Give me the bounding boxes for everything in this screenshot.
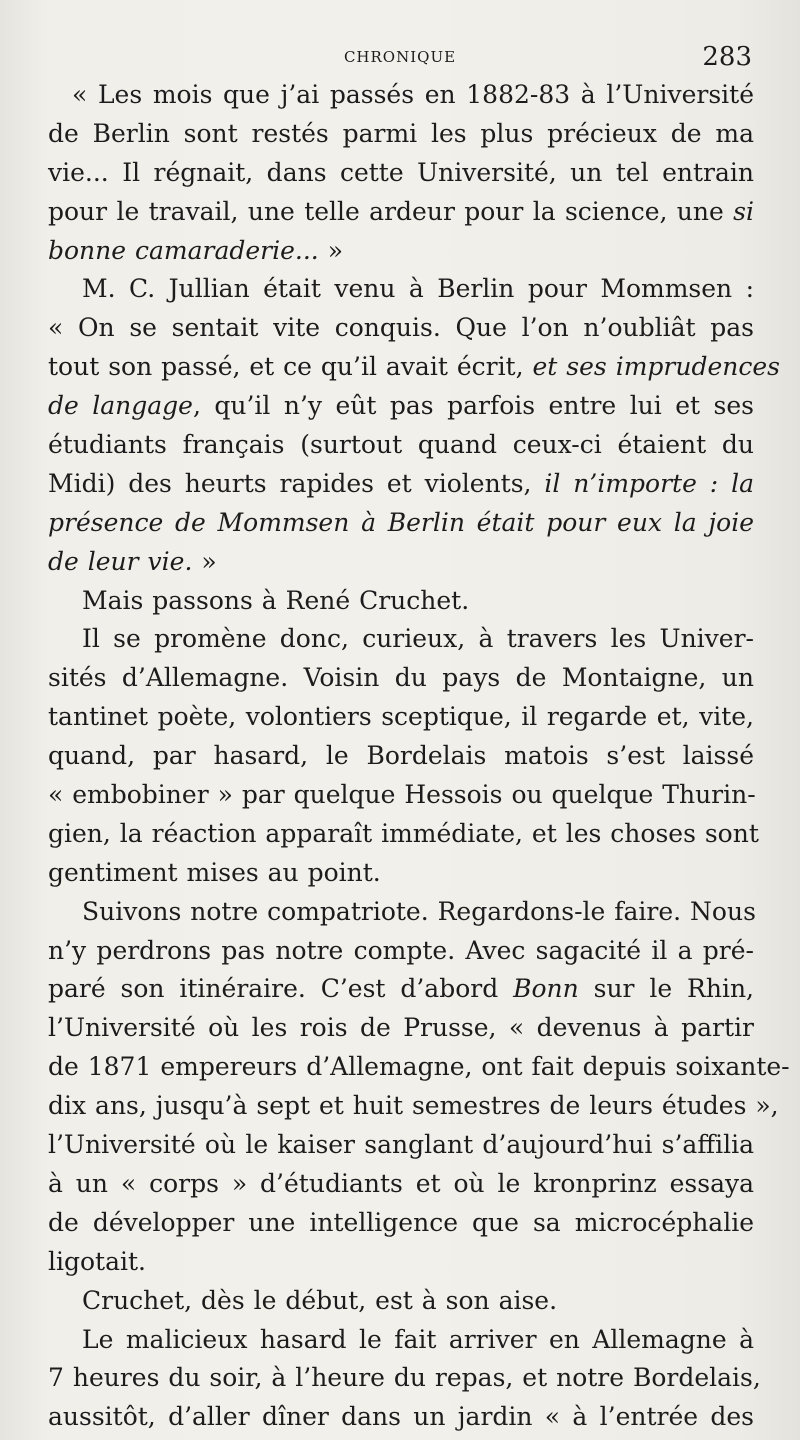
text-line: de langage, qu’il n’y eût pas parfois entre lui et ses bbox=[48, 391, 754, 421]
text-line: M. C. Jullian était venu à Berlin pour Mommsen : bbox=[82, 274, 754, 304]
text-line: Il se promène donc, curieux, à travers les Univer- bbox=[82, 624, 754, 654]
text-line: quand, par hasard, le Bordelais matois s’est laissé bbox=[48, 741, 754, 771]
text-line: de Berlin sont restés parmi les plus précieux de ma bbox=[48, 118, 754, 148]
page-number: 283 bbox=[702, 42, 752, 72]
text-line: bonne camaraderie... » bbox=[48, 235, 343, 265]
text-line: étudiants français (surtout quand ceux-ci étaient du bbox=[48, 430, 754, 460]
text-line: tout son passé, et ce qu’il avait écrit, et ses imprudences bbox=[48, 352, 780, 382]
text-line: aussitôt, d’aller dîner dans un jardin « à l’entrée des bbox=[48, 1402, 754, 1432]
text-line: « On se sentait vite conquis. Que l’on n’oubliât pas bbox=[48, 313, 754, 343]
text-line: de 1871 empereurs d’Allemagne, ont fait depuis soixante- bbox=[48, 1052, 790, 1082]
text-line: Mais passons à René Cruchet. bbox=[82, 585, 470, 615]
text-line: n’y perdrons pas notre compte. Avec sagacité il a pré- bbox=[48, 935, 754, 965]
text-line: présence de Mommsen à Berlin était pour eux la joie bbox=[48, 507, 754, 537]
text-line: sités d’Allemagne. Voisin du pays de Montaigne, un bbox=[48, 663, 754, 693]
text-line: « embobiner » par quelque Hessois ou quelque Thurin- bbox=[48, 780, 756, 810]
text-line: pour le travail, une telle ardeur pour la science, une si bbox=[48, 196, 754, 226]
text-line: tantinet poète, volontiers sceptique, il regarde et, vite, bbox=[48, 702, 754, 732]
text-line: 7 heures du soir, à l’heure du repas, et notre Bordelais, bbox=[48, 1363, 761, 1393]
text-line: l’Université où les rois de Prusse, « devenus à partir bbox=[48, 1013, 754, 1043]
text-line: Cruchet, dès le début, est à son aise. bbox=[82, 1285, 558, 1315]
text-line: de développer une intelligence que sa microcéphalie bbox=[48, 1207, 754, 1237]
text-line: l’Université où le kaiser sanglant d’aujourd’hui s’affilia bbox=[48, 1130, 754, 1160]
running-title: CHRONIQUE bbox=[343, 48, 457, 66]
text-line: à un « corps » d’étudiants et où le kronprinz essaya bbox=[48, 1168, 754, 1198]
text-line: Suivons notre compatriote. Regardons-le faire. Nous bbox=[82, 896, 756, 926]
text-line: paré son itinéraire. C’est d’abord Bonn sur le Rhin, bbox=[48, 974, 754, 1004]
text-line: « Les mois que j’ai passés en 1882-83 à l’Université bbox=[72, 80, 754, 109]
text-line: ligotait. bbox=[48, 1246, 146, 1276]
text-line: de leur vie. » bbox=[48, 546, 217, 576]
running-head bbox=[48, 42, 752, 72]
body-text bbox=[48, 76, 790, 1437]
text-line: vie... Il régnait, dans cette Université, un tel entrain bbox=[48, 157, 754, 187]
text-line: dix ans, jusqu’à sept et huit semestres de leurs études », bbox=[48, 1091, 779, 1121]
text-line: gentiment mises au point. bbox=[48, 857, 381, 887]
text-line: gien, la réaction apparaît immédiate, et les choses sont bbox=[48, 818, 759, 848]
text-line: Midi) des heurts rapides et violents, il n’importe : la bbox=[48, 468, 754, 498]
text-line: Le malicieux hasard le fait arriver en Allemagne à bbox=[82, 1324, 754, 1354]
